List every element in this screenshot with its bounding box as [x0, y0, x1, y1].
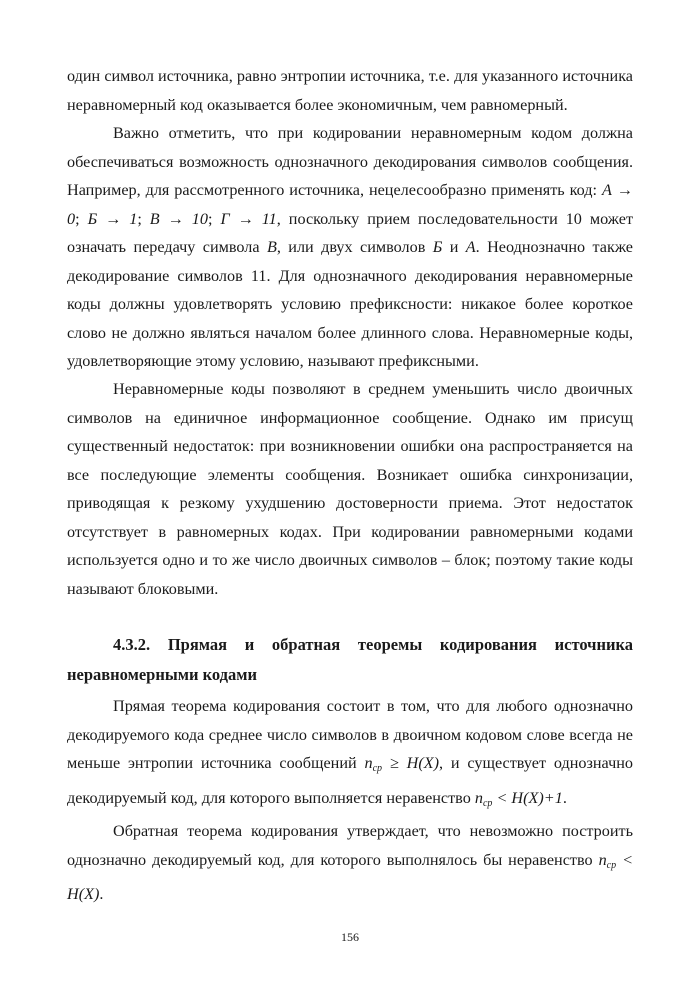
formula-n-avg-lt-entropy-plus-1	[475, 789, 563, 807]
formula-rest: < H(X)+1	[492, 788, 563, 807]
paragraph-2-text-b: , поскольку прием последовательности 10 может означать передачу символа	[67, 209, 634, 256]
code-b-formula: Б → 1	[87, 209, 138, 228]
code-a-formula: А → 0	[67, 181, 633, 228]
formula-subscript: ср	[482, 797, 493, 809]
paragraph-1-text: один символ источника, равно энтропии источника, т.е. для указанного источника неравномерный код оказывается более экономичным, чем равномерный.	[67, 67, 633, 114]
formula-rest: < H(X)	[67, 850, 633, 903]
paragraph-3	[67, 375, 633, 603]
paragraph-5-text-b: .	[99, 885, 104, 903]
paragraph-5-text-a: Обратная теорема кодирования утверждает, что невозможно построить однозначно декодируемый код, для которого выполнялось бы неравенство	[67, 822, 633, 869]
formula-subscript: ср	[606, 859, 617, 871]
formula-n: n	[598, 850, 607, 869]
formula-n: n	[364, 754, 373, 772]
formula-rest: ≥ H(X)	[382, 754, 439, 772]
separator: ;	[75, 209, 88, 228]
code-c-formula: В → 10	[149, 209, 208, 228]
paragraph-2-text-a: Важно отметить, что при кодировании неравномерным кодом должна обеспечиваться возможность однозначного декодирования символов сообщения. Например, для рассмотренного источника, нецелесообразно применять код:	[67, 124, 633, 199]
symbol-a: А	[465, 238, 476, 256]
section-heading: 4.3.2. Прямая и обратная теоремы кодирования источника неравномерными кодами	[67, 635, 633, 684]
paragraph-4	[67, 692, 633, 818]
formula-n: n	[474, 788, 483, 807]
symbol-v: В	[266, 238, 277, 256]
paragraph-1	[67, 62, 633, 119]
symbol-b: Б	[432, 238, 443, 256]
paragraph-3-text: Неравномерные коды позволяют в среднем уменьшить число двоичных символов на единичное информационное сообщение. Однако им присущ существенный недостаток: при возникновении ошибки она распространяется на все последующие элементы сообщения. Возникает ошибка синхронизации, приводящая к резкому ухудшению достоверности приема. Этот недостаток отсутствует в равномерных кодах. При кодировании равномерными кодами используется одно и то же число двоичных символов – блок; поэтому такие коды называют блоковыми.	[67, 380, 633, 598]
separator: ;	[208, 209, 221, 228]
paragraph-5	[67, 817, 633, 909]
paragraph-4-text-c: .	[562, 788, 567, 807]
separator: ;	[137, 209, 150, 228]
paragraph-2-text-e: . Неоднозначно также декодирование символов 11. Для однозначного декодирования неравномерные коды должны удовлетворять условию префиксности: никакое более короткое слово не должно являться началом более длинного слова. Неравномерные коды, удовлетворяющие этому условию, называют префиксными.	[67, 238, 633, 370]
paragraph-2	[67, 119, 633, 376]
paragraph-4-text-a: Прямая теорема кодирования состоит в том, что для любого однозначно декодируемого кода среднее число символов в двоичном кодовом слове всегда не меньше энтропии источника сообщений	[67, 697, 633, 772]
formula-subscript: ср	[372, 763, 383, 774]
page-number: 156	[341, 930, 359, 944]
paragraph-2-text-c: , или двух символов	[276, 238, 433, 256]
formula-n-avg-ge-entropy	[365, 754, 440, 772]
paragraph-2-text-d: и	[442, 238, 466, 256]
code-d-formula: Г → 11	[220, 209, 277, 228]
paragraph-4-text-b: , и существует однозначно декодируемый код, для которого выполняется неравенство	[67, 754, 633, 807]
